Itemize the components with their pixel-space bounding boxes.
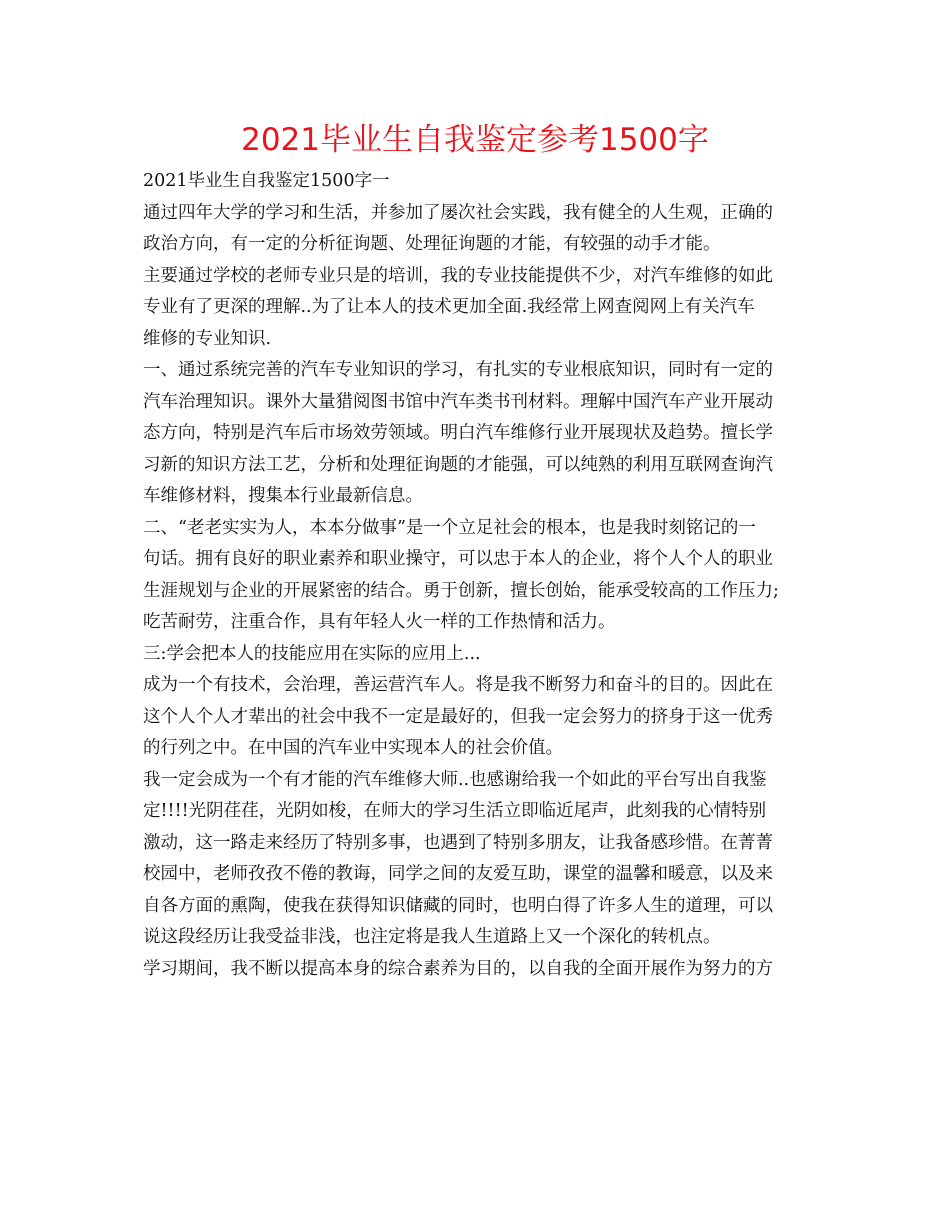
body-line: 这个人个人才辈出的社会中我不一定是最好的，但我一定会努力的挤身于这一优秀 bbox=[143, 706, 773, 727]
document-title: 2021毕业生自我鉴定参考1500字 bbox=[241, 122, 709, 158]
body-line: 习新的知识方法工艺，分析和处理征询题的才能强，可以纯熟的利用互联网查询汽 bbox=[143, 454, 773, 475]
body-line: 通过四年大学的学习和生活，并参加了屡次社会实践，我有健全的人生观，正确的 bbox=[143, 202, 773, 223]
body-line: 吃苦耐劳，注重合作，具有年轻人火一样的工作热情和活力。 bbox=[143, 612, 616, 632]
body-line: 汽车治理知识。课外大量猎阅图书馆中汽车类书刊材料。理解中国汽车产业开展动 bbox=[143, 391, 773, 412]
body-line: 车维修材料，搜集本行业最新信息。 bbox=[143, 486, 423, 506]
body-line: 二、“老老实实为人，本本分做事”是一个立足社会的根本，也是我时刻铭记的一 bbox=[143, 517, 756, 538]
body-line: 自各方面的熏陶，使我在获得知识储藏的同时，也明白得了许多人生的道理，可以 bbox=[143, 895, 773, 916]
body-line: 我一定会成为一个有才能的汽车维修大师..也感谢给我一个如此的平台写出自我鉴 bbox=[143, 769, 767, 790]
body-line: 生涯规划与企业的开展紧密的结合。勇于创新，擅长创始，能承受较高的工作压力; bbox=[143, 580, 779, 601]
body-line: 说这段经历让我受益非浅，也注定将是我人生道路上又一个深化的转机点。 bbox=[143, 927, 721, 947]
body-line: 定!!!!光阴荏荏，光阴如梭，在师大的学习生活立即临近尾声，此刻我的心情特别 bbox=[143, 801, 767, 821]
document-body bbox=[143, 166, 823, 985]
body-line: 维修的专业知识. bbox=[143, 328, 272, 349]
body-line: 激动，这一路走来经历了特别多事，也遇到了特别多朋友，让我备感珍惜。在菁菁 bbox=[143, 832, 773, 853]
body-line: 一、通过系统完善的汽车专业知识的学习，有扎实的专业根底知识，同时有一定的 bbox=[143, 360, 773, 380]
body-line: 2021毕业生自我鉴定1500字一 bbox=[143, 171, 390, 191]
body-line: 主要通过学校的老师专业只是的培训，我的专业技能提供不少，对汽车维修的如此 bbox=[143, 265, 773, 286]
body-line: 三:学会把本人的技能应用在实际的应用上... bbox=[143, 643, 481, 664]
body-line: 的行列之中。在中国的汽车业中实现本人的社会价值。 bbox=[143, 738, 563, 758]
body-line: 学习期间，我不断以提高本身的综合素养为目的，以自我的全面开展作为努力的方 bbox=[143, 958, 773, 979]
body-line: 句话。拥有良好的职业素养和职业操守，可以忠于本人的企业，将个人个人的职业 bbox=[143, 549, 773, 569]
body-line: 成为一个有技术，会治理，善运营汽车人。将是我不断努力和奋斗的目的。因此在 bbox=[143, 675, 773, 695]
body-line: 专业有了更深的理解..为了让本人的技术更加全面.我经常上网查阅网上有关汽车 bbox=[143, 297, 755, 317]
body-line: 校园中，老师孜孜不倦的教诲，同学之间的友爱互助，课堂的温馨和暖意，以及来 bbox=[143, 864, 773, 884]
body-line: 政治方向，有一定的分析征询题、处理征询题的才能，有较强的动手才能。 bbox=[143, 234, 721, 254]
body-line: 态方向，特别是汽车后市场效劳领域。明白汽车维修行业开展现状及趋势。擅长学 bbox=[143, 423, 773, 443]
